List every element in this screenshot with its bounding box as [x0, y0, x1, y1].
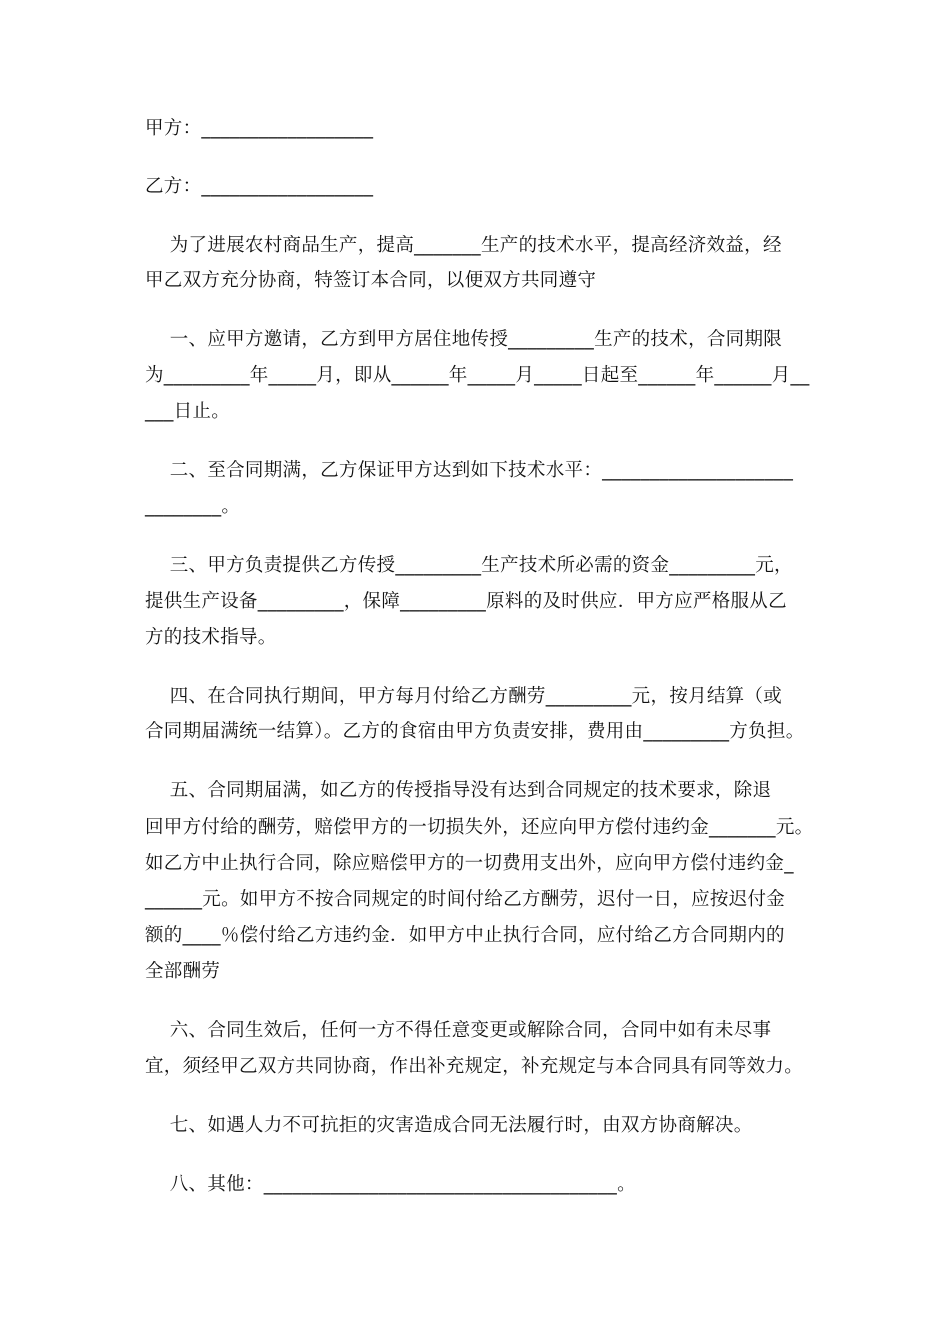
clause-7-line-1: 七、如遇人力不可抗拒的灾害造成合同无法履行时，由双方协商解决。 [145, 1115, 753, 1136]
clause-1-line-2: 为_________年_____月，即从______年_____月_____日起至______年______月__ [145, 365, 810, 386]
clause-4-line-1: 四、在合同执行期间，甲方每月付给乙方酬劳_________元，按月结算（或 [145, 686, 783, 707]
clause-3-line-2: 提供生产设备_________，保障_________原料的及时供应．甲方应严格服从乙 [145, 591, 787, 612]
clause-6-line-2: 宜，须经甲乙双方共同协商，作出补充规定，补充规定与本合同具有同等效力。 [145, 1056, 804, 1077]
clause-5-line-6: 全部酬劳 [145, 961, 221, 982]
clause-5-line-3: 如乙方中止执行合同，除应赔偿甲方的一切费用支出外，应向甲方偿付违约金_ [145, 853, 794, 874]
clause-6-line-1: 六、合同生效后，任何一方不得任意变更或解除合同，合同中如有未尽事 [145, 1020, 772, 1041]
clause-8-line-1: 八、其他：_____________________________________。 [145, 1174, 636, 1195]
clause-2-line-2: ________。 [145, 496, 241, 517]
preamble-line-2: 甲乙双方充分协商，特签订本合同，以便双方共同遵守 [145, 270, 597, 291]
clause-3-line-1: 三、甲方负责提供乙方传授_________生产技术所必需的资金_________元， [145, 555, 793, 576]
clause-2-line-1: 二、至合同期满，乙方保证甲方达到如下技术水平：____________________ [145, 460, 794, 481]
clause-5-line-2: 回甲方付给的酬劳，赔偿甲方的一切损失外，还应向甲方偿付违约金_______元。 [145, 817, 814, 838]
clause-4-line-2: 合同期届满统一结算）。乙方的食宿由甲方负责安排，费用由_________方负担。 [145, 721, 805, 742]
party-a-line: 甲方：__________________ [145, 118, 374, 139]
clause-3-line-3: 方的技术指导。 [145, 627, 277, 648]
party-b-line: 乙方：__________________ [145, 176, 374, 197]
preamble-line-1: 为了进展农村商品生产，提高_______生产的技术水平，提高经济效益，经 [145, 235, 782, 256]
clause-5-line-1: 五、合同期届满，如乙方的传授指导没有达到合同规定的技术要求，除退 [145, 780, 772, 801]
clause-1-line-1: 一、应甲方邀请，乙方到甲方居住地传授_________生产的技术，合同期限 [145, 329, 783, 350]
clause-5-line-4: ______元。如甲方不按合同规定的时间付给乙方酬劳，迟付一日，应按迟付金 [145, 889, 786, 910]
clause-5-line-5: 额的____％偿付给乙方违约金．如甲方中止执行合同，应付给乙方合同期内的 [145, 925, 785, 946]
clause-1-line-3: ___日止。 [145, 401, 231, 422]
